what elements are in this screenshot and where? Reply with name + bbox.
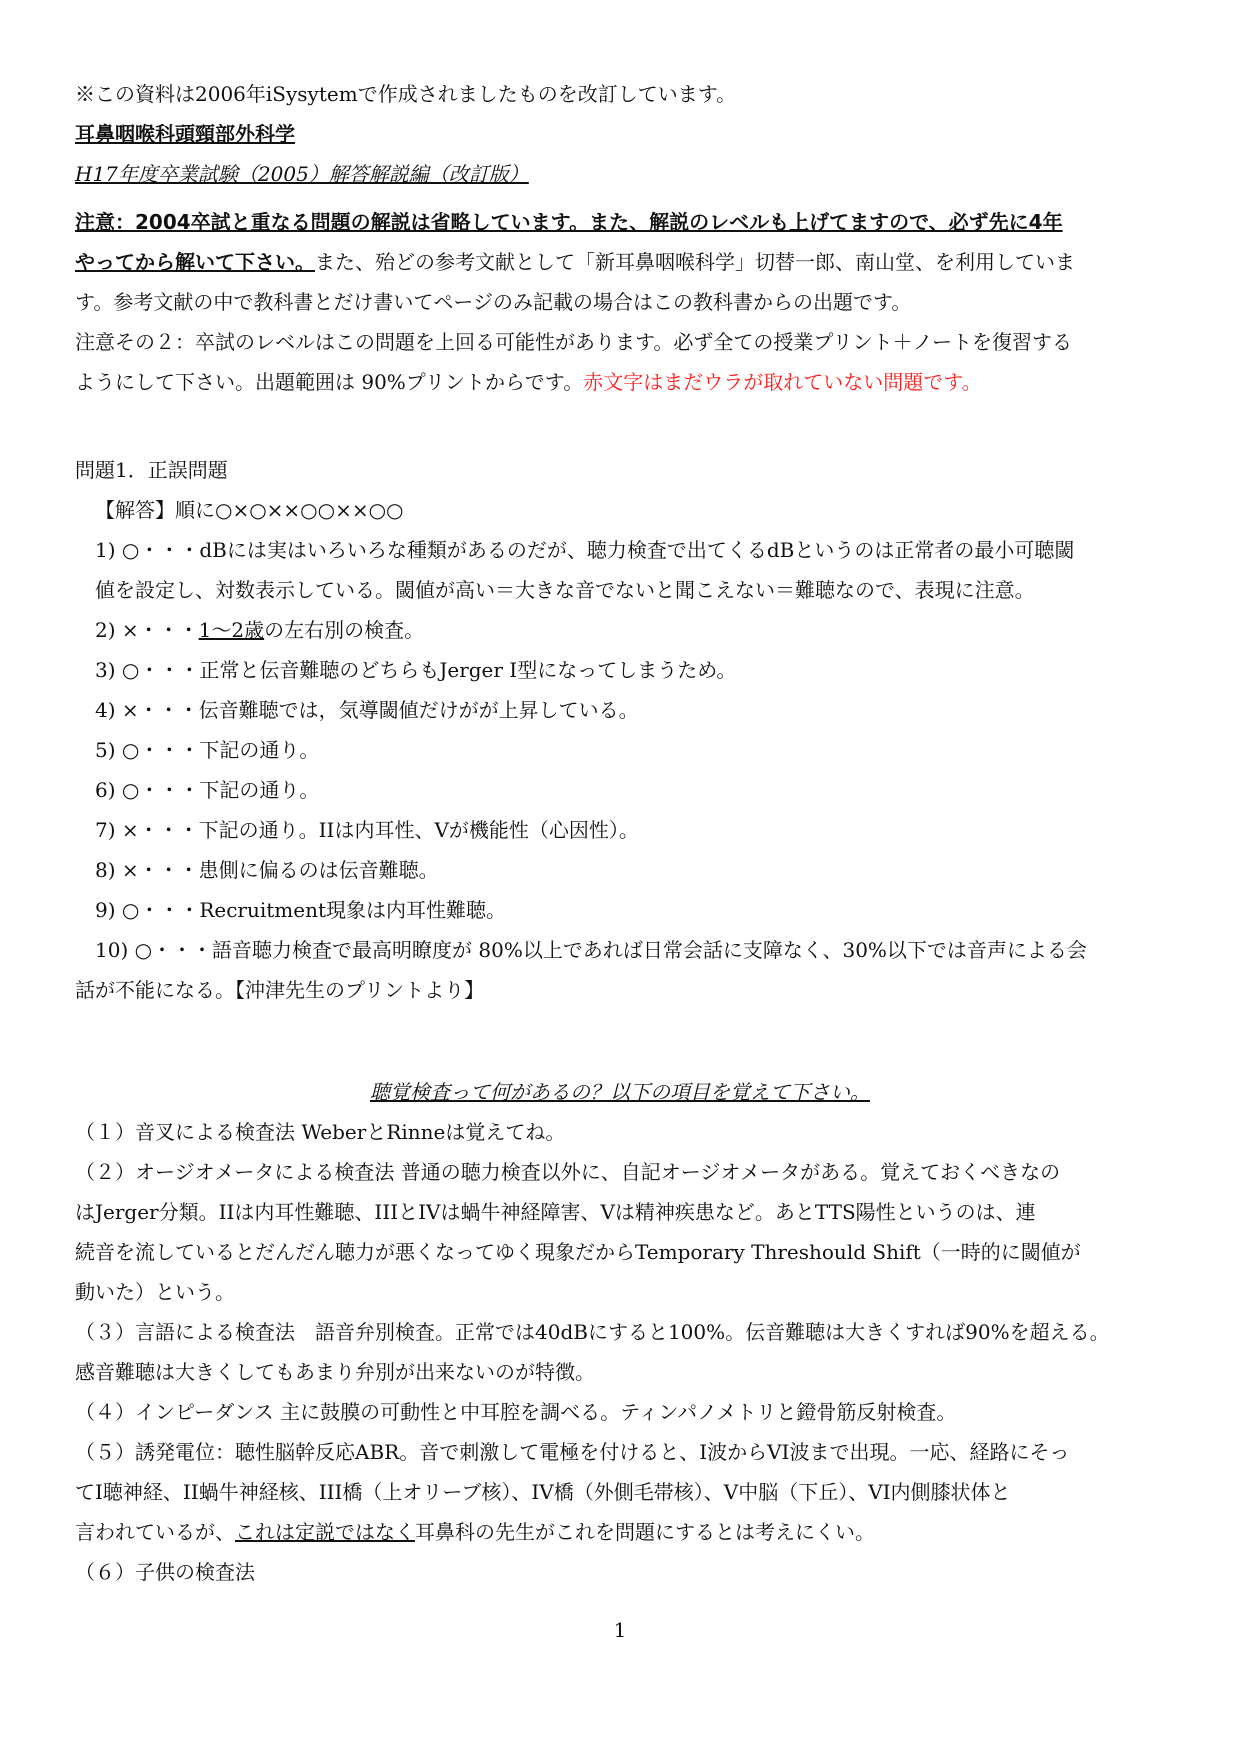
question1-item-8: 8) ×・・・患側に偏るのは伝音難聴。 (95, 858, 439, 882)
hearing-line-7: 感音難聴は大きくしてもあまり弁別が出来ないのが特徴。 (75, 1360, 595, 1384)
hearing-section-title: 聴覚検査って何があるの？以下の項目を覚えて下さい。 (370, 1080, 870, 1104)
hearing-line-2: （２）オージオメータによる検査法 普通の聴力検査以外に、自記オージオメータがある。覚えておくべきなの (75, 1160, 1061, 1184)
warning-line-5-red: 赤文字はまだウラが取れていない問題です。 (583, 370, 982, 394)
hearing-line-5: 動いた）という。 (75, 1280, 235, 1304)
warning-line-2 (75, 248, 1075, 276)
question1-item-6: 6) ○・・・下記の通り。 (95, 778, 320, 802)
question1-item-10b: 話が不能になる。【沖津先生のプリントより】 (75, 978, 485, 1002)
question1-item-5: 5) ○・・・下記の通り。 (95, 738, 320, 762)
hearing-line-12: （６）子供の検査法 (75, 1560, 255, 1584)
warning-line-1: 注意：2004卒試と重なる問題の解説は省略しています。また、解説のレベルも上げてますので、必ず先に4年 (75, 210, 1063, 234)
hearing-line-10: てI聴神経、II蝸牛神経核、III橋（上オリーブ核）、IV橋（外側毛帯核）、V中脳（下丘）、VI内側膝状体と (75, 1480, 1011, 1504)
question1-item-9: 9) ○・・・Recruitment現象は内耳性難聴。 (95, 898, 507, 922)
hearing-line-1: （１）音叉による検査法 WeberとRinneは覚えてね。 (75, 1120, 566, 1144)
question1-item-10a: 10) ○・・・語音聴力検査で最高明瞭度が 80%以上であれば日常会話に支障なく、30%以下では音声による会 (95, 938, 1087, 962)
warning-line-2-rest: また、殆どの参考文献として「新耳鼻咽喉科学」切替一郎、南山堂、を利用していま (315, 250, 1075, 274)
hearing-line-11-suffix: 耳鼻科の先生がこれを問題にするとは考えにくい。 (415, 1520, 875, 1544)
warning-line-2-bold: やってから解いて下さい。 (75, 250, 315, 274)
question1-item-2-underlined: 1～2歳 (198, 618, 265, 642)
hearing-line-6: （３）言語による検査法 語音弁別検査。正常では40dBにすると100%。伝音難聴は大きくすれば90%を超える。 (75, 1320, 1110, 1344)
question1-item-3: 3) ○・・・正常と伝音難聴のどちらもJerger I型になってしまうため。 (95, 658, 737, 682)
question1-item-2-suffix: の左右別の検査。 (264, 618, 425, 642)
hearing-line-11-prefix: 言われているが、 (75, 1520, 235, 1544)
question1-item-1a: 1) ○・・・dBには実はいろいろな種類があるのだが、聴力検査で出てくるdBというのは正常者の最小可聴閾 (95, 538, 1075, 562)
warning-line-5 (75, 368, 982, 396)
hearing-line-3: はJerger分類。IIは内耳性難聴、IIIとIVは蝸牛神経障害、Vは精神疾患など。あとTTS陽性というのは、連 (75, 1200, 1036, 1224)
hearing-line-11 (75, 1518, 875, 1546)
question1-item-4: 4) ×・・・伝音難聴では，気導閾値だけがが上昇している。 (95, 698, 639, 722)
warning-line-3: す。参考文献の中で教科書とだけ書いてページのみ記載の場合はこの教科書からの出題です。 (75, 290, 912, 314)
hearing-line-4: 続音を流しているとだんだん聴力が悪くなってゆく現象だからTemporary Threshould Shift（一時的に閾値が (75, 1240, 1081, 1264)
subject-heading: 耳鼻咽喉科頭頸部外科学 (75, 122, 295, 146)
warning-line-4: 注意その２：卒試のレベルはこの問題を上回る可能性があります。必ず全ての授業プリント＋ノートを復習する (75, 330, 1072, 354)
question1-item-2 (95, 616, 424, 644)
question1-title: 問題1．正誤問題 (75, 458, 228, 482)
hearing-line-11-underlined: これは定説ではなく (235, 1520, 415, 1544)
question1-item-1b: 値を設定し、対数表示している。閾値が高い＝大きな音でないと聞こえない＝難聴なので、表現に注意。 (95, 578, 1035, 602)
hearing-line-9: （５）誘発電位：聴性脳幹反応ABR。音で刺激して電極を付けると、I波からVI波まで出現。一応、経路にそっ (75, 1440, 1070, 1464)
warning-line-5-plain: ようにして下さい。出題範囲は 90%プリントからです。 (75, 370, 584, 394)
document-title: H17年度卒業試験（2005）解答解説編（改訂版） (75, 162, 529, 186)
hearing-line-8: （４）インピーダンス 主に鼓膜の可動性と中耳腔を調べる。ティンパノメトリと鐙骨筋反射検査。 (75, 1400, 957, 1424)
question1-item-2-prefix: 2) ×・・・ (95, 618, 199, 642)
question1-answer: 【解答】順に○×○××○○××○○ (95, 498, 404, 522)
source-note: ※この資料は2006年iSysytemで作成されましたものを改訂しています。 (75, 82, 737, 106)
question1-item-7: 7) ×・・・下記の通り。IIは内耳性、Vが機能性（心因性）。 (95, 818, 639, 842)
page-number: 1 (613, 1618, 627, 1642)
